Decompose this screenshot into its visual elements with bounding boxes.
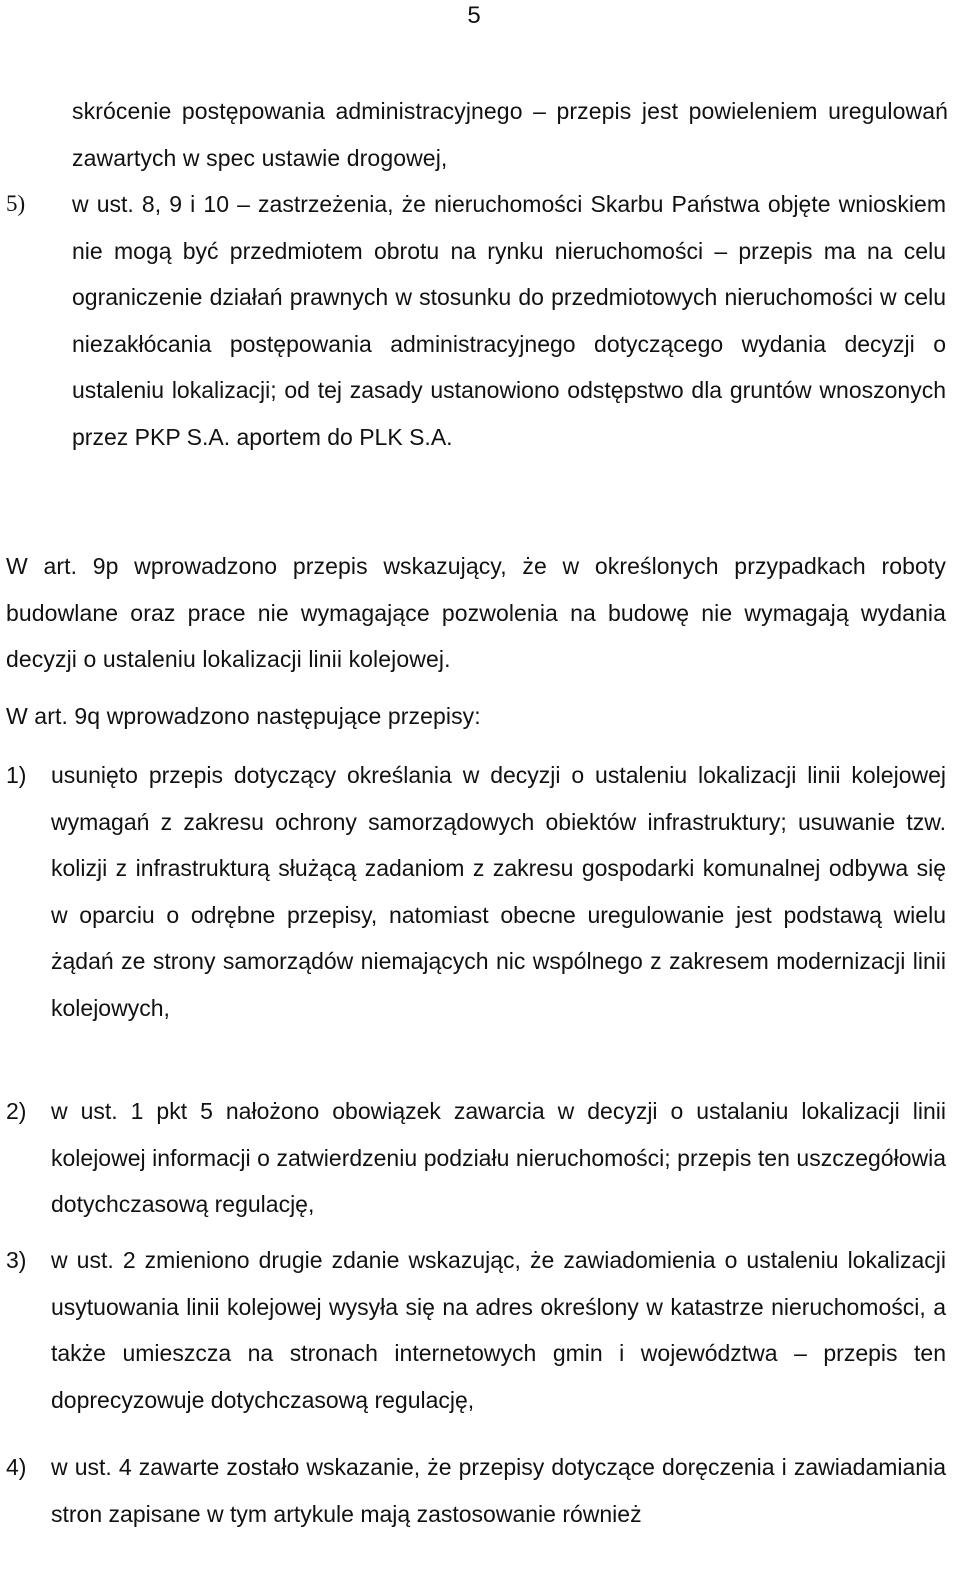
list-item-5	[6, 181, 946, 460]
list-item-number: 1)	[6, 762, 27, 788]
list-item-text: w ust. 1 pkt 5 nałożono obowiązek zawarcia w decyzji o ustalaniu lokalizacji linii kolejowej informacji o zatwierdzeniu podziału nieruchomości; przepis ten uszczegółowia dotychczasową regulację,	[51, 1098, 946, 1217]
list-item-number: 5)	[6, 191, 26, 216]
list-item-text: usunięto przepis dotyczący określania w decyzji o ustaleniu lokalizacji linii kolejowej wymagań z zakresu ochrony samorządowych obiektów infrastruktury; usuwanie tzw. kolizji z infrastrukturą służącą zadaniom z zakresu gospodarki komunalnej odbywa się w oparciu o odrębne przepisy, natomiast obecne uregulowanie jest podstawą wielu żądań ze strony samorządów niemających nic wspólnego z zakresem modernizacji linii kolejowych,	[51, 762, 946, 1021]
list-item-number: 2)	[6, 1098, 27, 1124]
list-item-4	[6, 1444, 946, 1537]
list-item-3	[6, 1237, 946, 1423]
list-item-1	[6, 752, 946, 1031]
list-item-number: 4)	[6, 1454, 27, 1480]
paragraph-art-9q: W art. 9q wprowadzono następujące przepisy:	[6, 703, 481, 729]
list-item-2	[6, 1088, 946, 1228]
continuation-paragraph: skrócenie postępowania administracyjnego – przepis jest powieleniem uregulowań zawartych w spec ustawie drogowej,	[72, 98, 948, 171]
list-item-text: w ust. 2 zmieniono drugie zdanie wskazując, że zawiadomienia o ustaleniu lokalizacji usytuowania linii kolejowej wysyła się na adres określony w katastrze nieruchomości, a także umieszcza na stronach internetowych gmin i województwa – przepis ten doprecyzowuje dotychczasową regulację,	[51, 1247, 946, 1413]
page-number: 5	[467, 2, 481, 29]
list-item-text: w ust. 4 zawarte zostało wskazanie, że przepisy dotyczące doręczenia i zawiadamiania stron zapisane w tym artykule mają zastosowanie również	[51, 1454, 946, 1527]
list-item-number: 3)	[6, 1247, 27, 1273]
paragraph-art-9p: W art. 9p wprowadzono przepis wskazujący, że w określonych przypadkach roboty budowlane oraz prace nie wymagające pozwolenia na budowę nie wymagają wydania decyzji o ustaleniu lokalizacji linii kolejowej.	[6, 553, 946, 672]
list-item-text: w ust. 8, 9 i 10 – zastrzeżenia, że nieruchomości Skarbu Państwa objęte wnioskiem nie mogą być przedmiotem obrotu na rynku nieruchomości – przepis ma na celu ograniczenie działań prawnych w stosunku do przedmiotowych nieruchomości w celu niezakłócania postępowania administracyjnego dotyczącego wydania decyzji o ustaleniu lokalizacji; od tej zasady ustanowiono odstępstwo dla gruntów wnoszonych przez PKP S.A. aportem do PLK S.A.	[72, 191, 946, 450]
